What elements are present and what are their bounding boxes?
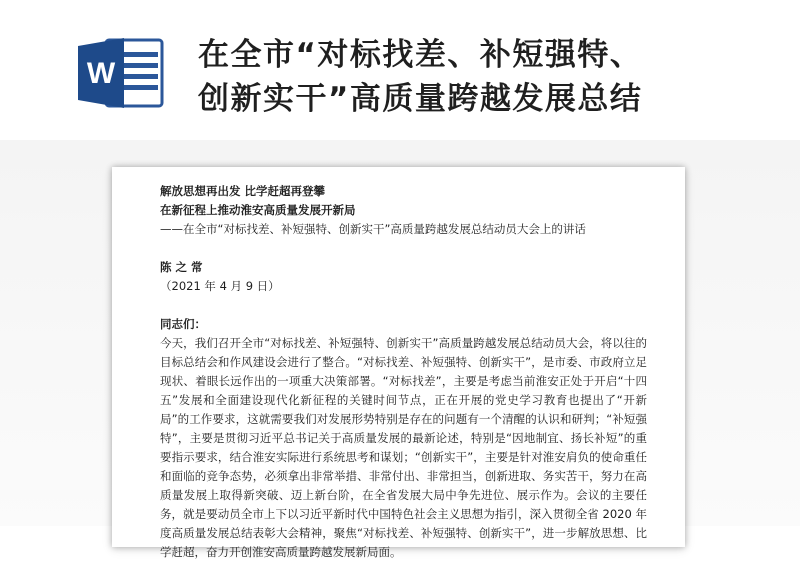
document-title [198, 33, 778, 121]
author: 陈 之 常 [160, 260, 203, 274]
word-icon [76, 36, 166, 110]
salutation: 同志们： [160, 317, 206, 331]
word-icon-letter: W [86, 57, 116, 90]
document-page [112, 167, 685, 559]
date: （2021 年 4 月 9 日） [160, 279, 280, 293]
document-title-line-1: 在全市“对标找差、补短强特、 [198, 37, 643, 73]
heading-1: 解放思想再出发 比学赶超再登攀 [160, 184, 326, 198]
subtitle: ——在全市“对标找差、补短强特、创新实干”高质量跨越发展总结动员大会上的讲话 [160, 222, 586, 236]
heading-2: 在新征程上推动淮安高质量发展开新局 [160, 203, 356, 217]
document-content [160, 182, 647, 562]
banner [0, 0, 800, 140]
document-title-line-2: 创新实干”高质量跨越发展总结 [198, 81, 643, 117]
body-paragraph: 今天，我们召开全市“对标找差、补短强特、创新实干”高质量跨越发展总结动员大会，将以往的目标总结会和作风建设会进行了整合。“对标找差、补短强特、创新实干”，是市委、市政府立足现状、着眼长远作出的一项重大决策部署。“对标找差”，主要是考虑当前淮安正处于开启“十四五”发展和全面建设现代化新征程的关键时间节点，正在开展的党史学习教育也提出了“开新局”的工作要求，这就需要我们对发展形势特别是存在的问题有一个清醒的认识和研判；“补短强特”，主要是贯彻习近平总书记关于高质量发展的最新论述，特别是“因地制宜、扬长补短”的重要指示要求，结合淮安实际进行系统思考和谋划；“创新实干”，主要是针对淮安肩负的使命重任和面临的竞争态势，必须拿出非常举措、非常付出、非常担当，创新进取、务实苦干，努力在高质量发展上取得新突破、迈上新台阶，在全省发展大局中争先进位、展示作为。会议的主要任务，就是要动员全市上下以习近平新时代中国特色社会主义思想为指引，深入贯彻全省 2020 年度高质量发展总结表彰大会精神，聚焦“对标找差、补短强特、创新实干”，进一步解放思想、比学赶超，奋力开创淮安高质量跨越发展新局面。 [160, 336, 647, 559]
page-preview-area [0, 140, 800, 559]
